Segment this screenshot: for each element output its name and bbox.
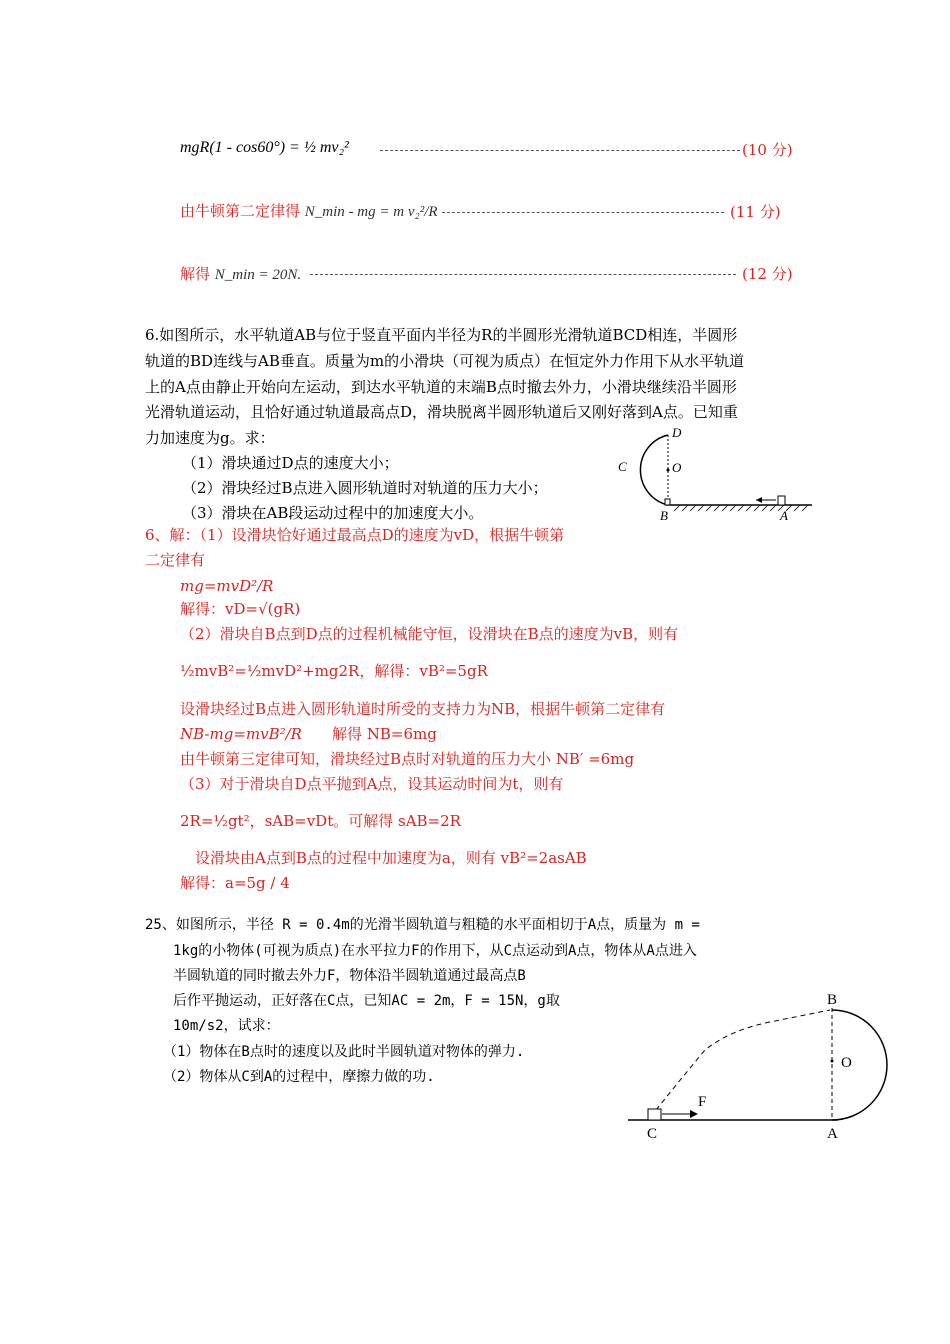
label-a: A	[780, 508, 788, 523]
score-11: (11 分)	[730, 203, 781, 221]
problem6-figure	[612, 425, 822, 525]
equation-11-text: N_min - mg = m v₂²/R	[304, 204, 438, 220]
solution6-line-2: 二定律有	[145, 551, 206, 569]
label-o: O	[841, 1055, 852, 1071]
equation-12	[180, 263, 301, 286]
semicircle-track	[640, 435, 668, 505]
equation-10	[180, 137, 349, 159]
object-block	[648, 1109, 661, 1120]
problem25-figure	[620, 990, 900, 1150]
force-arrow-head-icon	[690, 1110, 698, 1118]
problem25-question-2: （2）物体从C到A的过程中，摩擦力做的功.	[163, 1069, 435, 1085]
problem25-question-1: （1）物体在B点时的速度以及此时半圆轨道对物体的弹力.	[163, 1044, 525, 1060]
problem6-question-3: （3）滑块在AB段运动过程中的加速度大小。	[182, 504, 484, 522]
problem6-line-5: 力加速度为g。求：	[145, 429, 275, 447]
solution6-line-7: 设滑块经过B点进入圆形轨道时所受的支持力为NB，根据牛顿第二定律有	[180, 700, 666, 718]
solution6-line-6: ½mvB²=½mvD²+mg2R，解得：vB²=5gR	[180, 662, 488, 680]
problem25-line-2: 1kg的小物体(可视为质点)在水平拉力F的作用下，从C点运动到A点，物体从A点进入	[173, 943, 697, 959]
equation-11	[180, 200, 438, 223]
problem6-line-3: 上的A点由静止开始向左运动，到达水平轨道的末端B点时撤去外力，小滑块继续沿半圆形	[145, 378, 737, 396]
score-10: (10 分)	[742, 141, 793, 159]
problem25-line-4: 后作平抛运动，正好落在C点，已知AC = 2m，F = 15N，g取	[173, 993, 560, 1009]
problem6-question-2: （2）滑块经过B点进入圆形轨道时对轨道的压力大小；	[182, 479, 548, 497]
problem6-line-4: 光滑轨道运动，且恰好通过轨道最高点D，滑块脱离半圆形轨道后又刚好落到A点。已知重	[145, 403, 738, 421]
label-f: F	[698, 1094, 707, 1110]
solution6-line-1: 6、解：（1）设滑块恰好通过最高点D的速度为vD，根据牛顿第	[145, 526, 565, 544]
problem6-line-1: 6.如图所示，水平轨道AB与位于竖直平面内半径为R的半圆形光滑轨道BCD相连，半圆形	[145, 326, 738, 344]
label-o: O	[672, 460, 682, 475]
solution6-line-13: 解得：a=5g / 4	[180, 874, 290, 892]
label-a: A	[827, 1126, 838, 1142]
solution6-line-11: 2R=½gt²，sAB=vDt。可解得 sAB=2R	[180, 812, 461, 830]
solution6-line-8b: 解得 NB=6mg	[332, 725, 437, 743]
problem6-line-2: 轨道的BD连线与AB垂直。质量为m的小滑块（可视为质点）在恒定外力作用下从水平轨道	[145, 352, 745, 370]
problem25-line-5: 10m/s2，试求：	[173, 1018, 280, 1034]
solution6-line-8a: NB-mg=mvB²/R	[180, 725, 302, 743]
dash-leader-11	[442, 212, 724, 213]
point-b-marker	[665, 499, 670, 505]
equation-12-text: N_min = 20N.	[214, 267, 302, 283]
solution6-line-9: 由牛顿第三定律可知，滑块经过B点时对轨道的压力大小 NB′ =6mg	[180, 750, 635, 768]
label-d: D	[672, 425, 682, 440]
dash-leader-12	[310, 274, 736, 275]
equation-11-prefix: 由牛顿第二定律得	[180, 202, 301, 220]
problem25-line-1: 25、如图所示，半径 R = 0.4m的光滑半圆轨道与粗糙的水平面相切于A点，质量为 m =	[145, 917, 700, 933]
solution6-line-3: mg=mvD²/R	[180, 577, 274, 595]
score-12: (12 分)	[742, 265, 793, 283]
solution6-line-10: （3）对于滑块自D点平抛到A点，设其运动时间为t，则有	[180, 775, 564, 793]
equation-10-text: mgR(1 - cos60°) = ½ mv₂²	[180, 139, 349, 156]
force-arrow-head-icon	[756, 497, 762, 503]
label-b: B	[660, 508, 668, 523]
center-dot	[667, 469, 670, 472]
solution6-line-4: 解得：vD=√(gR)	[180, 600, 301, 618]
problem6-question-1: （1）滑块通过D点的速度大小；	[182, 454, 399, 472]
label-b: B	[827, 992, 838, 1008]
slider-block	[778, 496, 785, 505]
center-dot	[831, 1060, 834, 1063]
solution6-line-5: （2）滑块自B点到D点的过程机械能守恒，设滑块在B点的速度为vB，则有	[180, 625, 679, 643]
dash-leader-10	[380, 150, 740, 151]
equation-12-prefix: 解得	[180, 265, 211, 283]
problem25-line-3: 半圆轨道的同时撤去外力F，物体沿半圆轨道通过最高点B	[173, 968, 526, 984]
label-c: C	[647, 1126, 658, 1142]
solution6-line-12: 设滑块由A点到B点的过程中加速度为a，则有 vB²=2asAB	[195, 849, 587, 867]
projectile-path	[656, 1010, 830, 1110]
label-c: C	[618, 459, 627, 474]
